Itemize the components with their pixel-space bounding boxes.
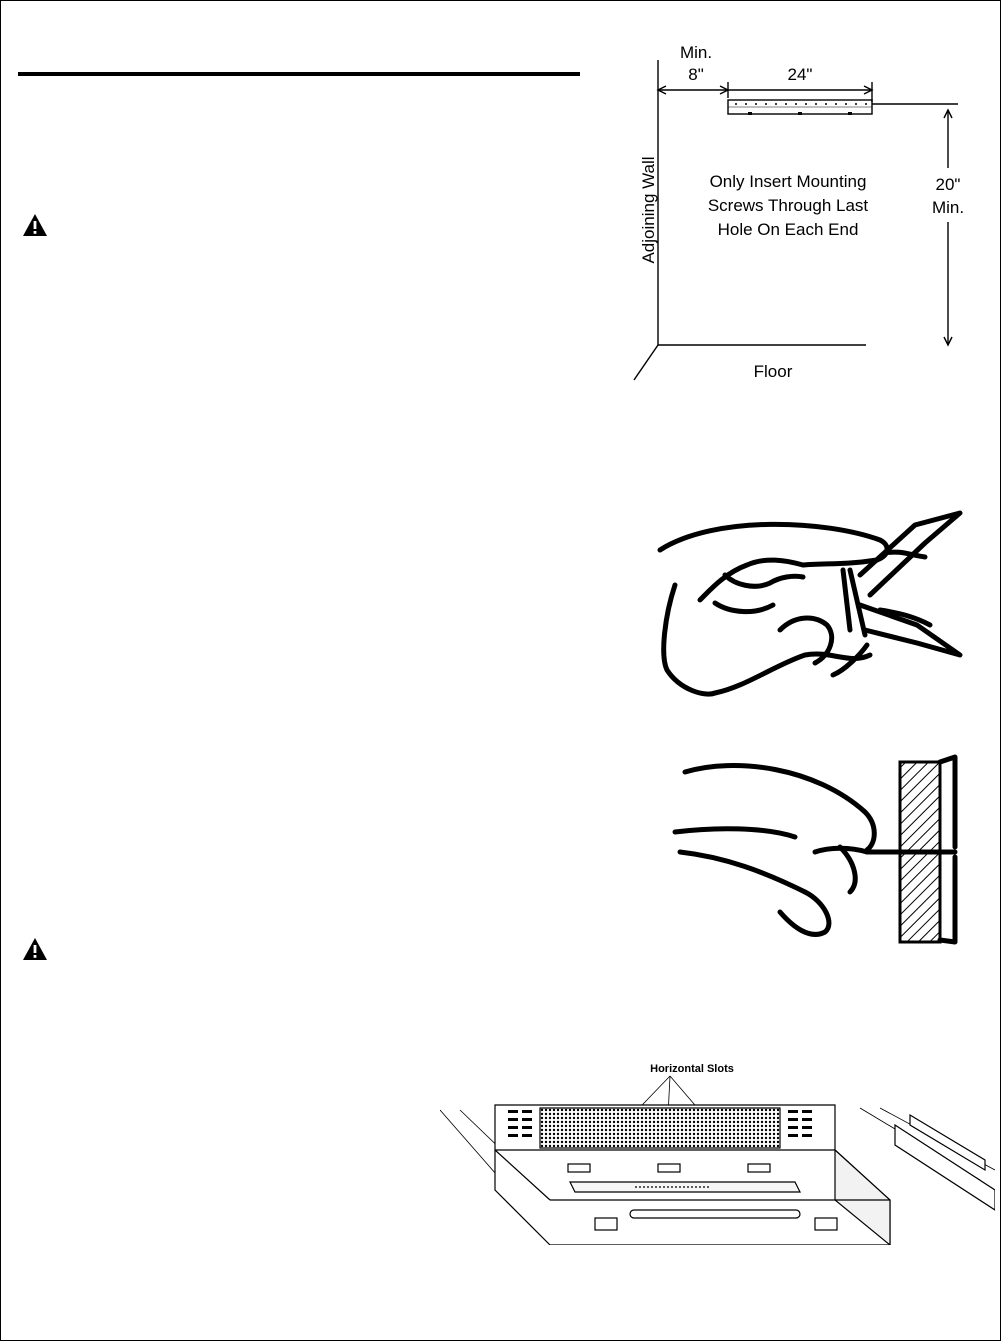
mounting-diagram (440, 1040, 995, 1245)
hand-folding-anchor-icon (655, 505, 970, 700)
height-value-label: 20" (935, 175, 961, 194)
warning-icon (22, 213, 48, 237)
clearance-diagram (628, 40, 978, 385)
floor-label: Floor (753, 362, 793, 381)
warning-icon (22, 937, 48, 961)
section-heading-rule (18, 72, 580, 76)
note-line-3: Hole On Each End (717, 220, 859, 239)
callout-label: Horizontal Slots (650, 1063, 734, 1075)
wall-label: Adjoining Wall (639, 156, 658, 264)
bracket-holes (735, 103, 867, 115)
note-line-2: Screws Through Last (707, 196, 869, 215)
note-line-1: Only Insert Mounting (709, 172, 867, 191)
hand-inserting-anchor-icon (655, 752, 970, 947)
min-label: Min. (679, 43, 713, 62)
side-clearance-label: 8" (688, 65, 704, 84)
height-min-label: Min. (931, 198, 965, 217)
bracket-length-label: 24" (787, 65, 813, 84)
